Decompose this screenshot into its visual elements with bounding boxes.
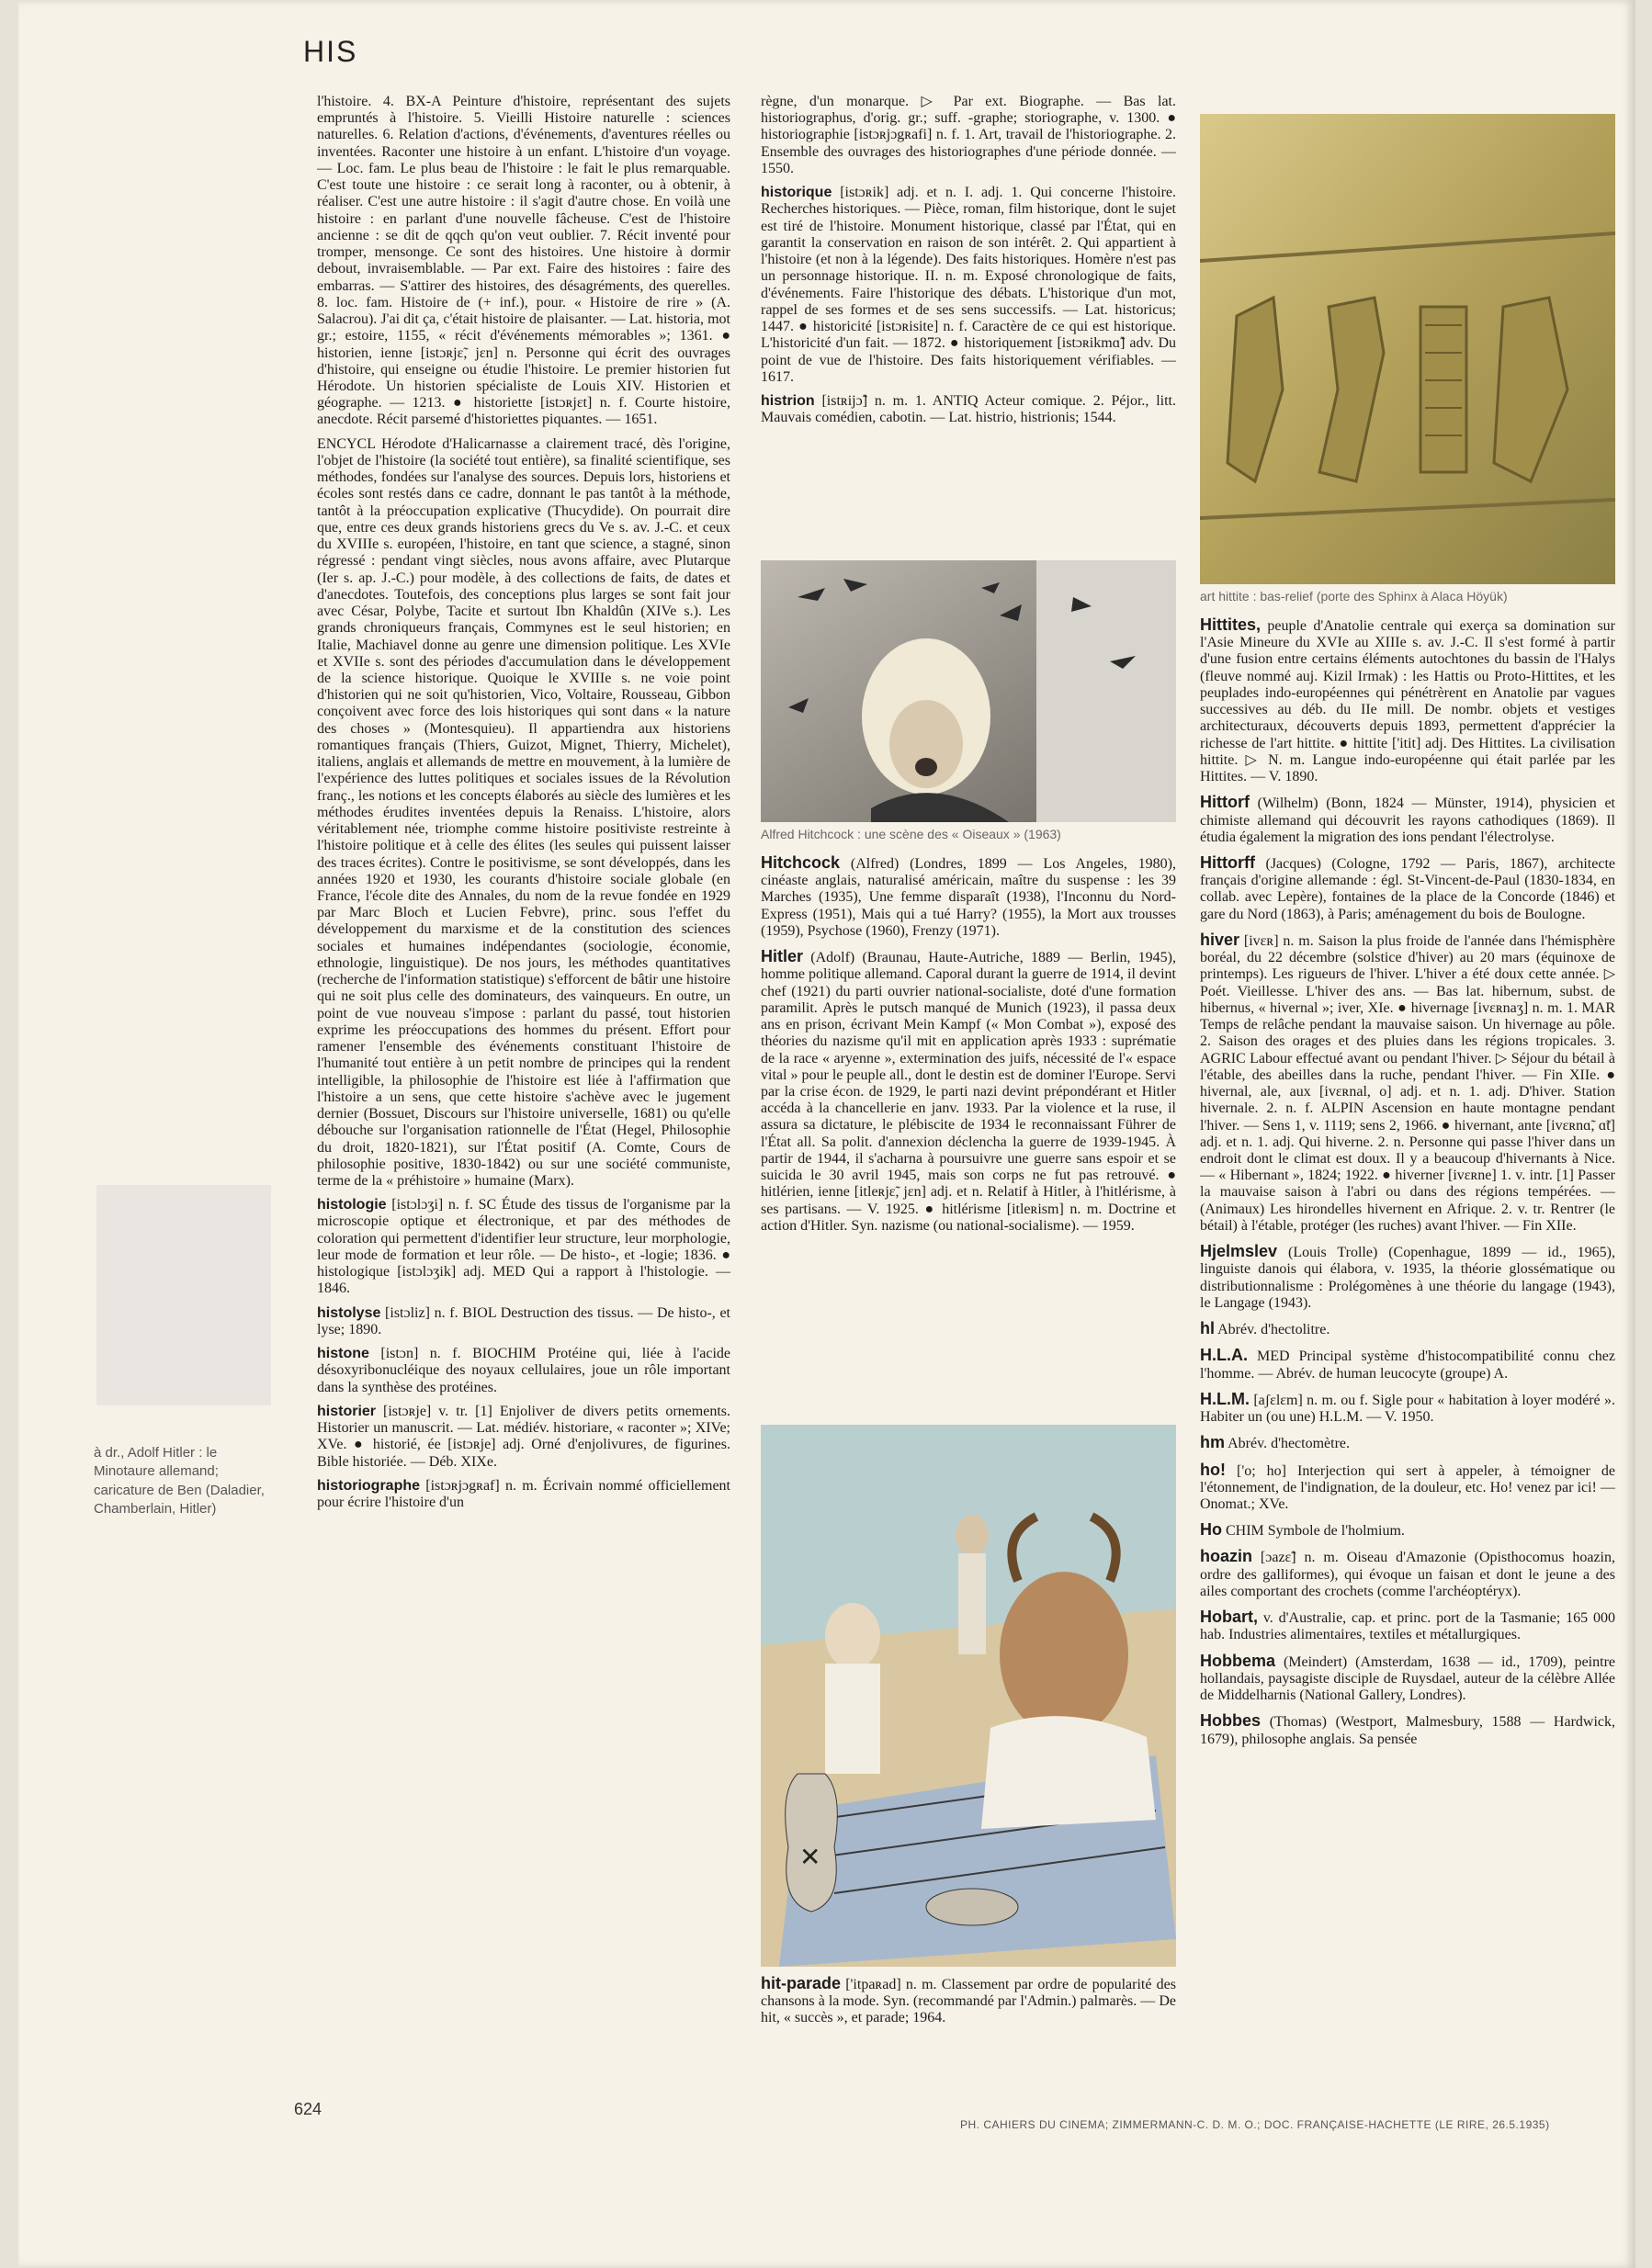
entry-text: (Louis Trolle) (Copenhague, 1899 — id., 1965), linguiste danois qui élabora, v. 1935, la théorie glossématique ou distributionnalisme : Prolégomènes à une théorie du langage (1943), le Langage (1943). <box>1200 1245 1615 1311</box>
photo-credits: PH. CAHIERS DU CINEMA; ZIMMERMANN-C. D. M. O.; DOC. FRANÇAISE-HACHETTE (LE RIRE, 26.5.1935) <box>960 2118 1550 2131</box>
headword: hit-parade <box>761 1973 842 1992</box>
entry <box>317 1305 730 1338</box>
headword: hiver <box>1200 930 1240 949</box>
headword: hoazin <box>1200 1547 1252 1566</box>
hittite-caption: art hittite : bas-relief (porte des Sphinx à Alaca Höyük) <box>1200 589 1508 604</box>
headword: Ho <box>1200 1520 1222 1540</box>
headword: ho! <box>1200 1460 1226 1479</box>
entry <box>317 1346 730 1396</box>
entry <box>1200 1346 1615 1382</box>
entry-text: v. d'Australie, cap. et princ. port de la Tasmanie; 165 000 hab. Industries alimentaires, textiles et métallurgiques. <box>1200 1610 1615 1643</box>
entry <box>1200 1390 1615 1426</box>
headword: historiographe <box>317 1477 421 1494</box>
running-head: HIS <box>303 35 358 68</box>
entry-text: (Wilhelm) (Bonn, 1824 — Münster, 1914), physicien et chimiste allemand qui découvrit les rayons cathodiques (1869). Il étudia également la migration des ions pendant l'électrolyse. <box>1200 795 1615 845</box>
headword: Hitchcock <box>761 852 841 872</box>
entry-text: [istɔlɔʒi] n. f. SC Étude des tissus de l'organisme par la microscopie optique et électronique, et par des méthodes de coloration qui permettent d'identifier leur structure, leur morphologie, leur mode de formation et leur rôle. — De histo-, et -logie; 1836. ● histologique [istɔlɔʒik] adj. MED Qui a rapport à l'histologie. — 1846. <box>317 1197 730 1297</box>
column-2 <box>761 94 1176 2035</box>
entry-text: [ivɛʀ] n. m. Saison la plus froide de l'année dans l'hémisphère boréal, du 22 décembre (solstice d'hiver) au 20 mars (équinoxe de printemps). Les rigueurs de l'hiver. L'hiver a été doux cette année. ▷ Poét. Vieillesse. L'hiver des ans. — Bas lat. hibernum, subst. de hibernus, « hivernal »; iver, XIe. ● hivernage [ivɛʀnaʒ] n. m. 1. MAR Temps de relâche pendant la mauvaise saison. Un hivernage au pôle. 2. Saison des orages et des pluies dans les régions tropicales. 3. AGRIC Labour effectué avant ou pendant l'hiver. ▷ Séjour du bétail à l'étable, des abeilles dans la ruche, pendant l'hiver. — Fin XIIe. ● hivernal, ale, aux [ivɛʀnal, o] adj. et n. 1. adj. D'hiver. Station hivernale. 2. n. f. ALPIN Ascension en haute montagne pendant l'hiver. — Sens 1, v. 1119; sens 2, 1966. ● hivernant, ante [ivɛʀnɑ̃, ɑ̃t] adj. et n. 1. adj. Qui hiverne. 2. n. Personne qui passe l'hiver dans un endroit dont le climat est doux. Il y a beaucoup d'hivernants à Nice. — « Hibernant », 1824; 1922. ● hiverner [ivɛʀne] 1. v. intr. [1] Passer la mauvaise saison à l'abri ou dans des régions tempérées. — (Animaux) Les hirondelles hivernent en Afrique. 2. v. tr. Rentrer (le bétail) à l'étable, protéger (les ruches) avant l'hiver. — Fin XIIe. <box>1200 932 1615 1234</box>
entry <box>317 1404 730 1471</box>
headword: Hjelmslev <box>1200 1242 1278 1261</box>
column-1 <box>317 94 730 2105</box>
entry-text: MED Principal système d'histocompatibilité connu chez l'homme. — Abrév. de human leucocyte (groupe) A. <box>1200 1348 1615 1382</box>
column-3 <box>1200 114 1615 2122</box>
entry-text: [ɔazɛ̃] n. m. Oiseau d'Amazonie (Opisthocomus hoazin, ordre des galliformes), qui évoque un faisan et dont le jeune a des ailes comportant des crochets (comme l'archéoptéryx). <box>1200 1550 1615 1599</box>
hitchcock-caption: Alfred Hitchcock : une scène des « Oiseaux » (1963) <box>761 827 1061 841</box>
hittite-bas-relief-photo <box>1200 114 1615 584</box>
caricature-drawing <box>761 1425 1176 1967</box>
entry <box>1200 1242 1615 1312</box>
headword: hm <box>1200 1433 1225 1452</box>
entry-text: (Jacques) (Cologne, 1792 — Paris, 1867), architecte français d'origine allemande : égl. St-Vincent-de-Paul (1830-1834, en collab. avec Lepère), fontaines de la place de la Concorde (1846) et gare du Nord (1863), à Paris; aménagement du bois de Boulogne. <box>1200 856 1615 922</box>
entry-text: [istɔliz] n. f. BIOL Destruction des tissus. — De histo-, et lyse; 1890. <box>317 1304 730 1337</box>
column-2-mid-text <box>761 853 1176 1417</box>
entry-text: [istʀijɔ̃] n. m. 1. ANTIQ Acteur comique. 2. Péjor., litt. Mauvais comédien, cabotin. — Lat. histrio, histrionis; 1544. <box>761 392 1176 426</box>
entry <box>761 853 1176 940</box>
entry <box>761 393 1176 426</box>
page-number: 624 <box>294 2100 322 2118</box>
bas-relief-illustration <box>1200 114 1615 584</box>
headword: historier <box>317 1403 377 1419</box>
headword: histone <box>317 1346 369 1362</box>
headword: Hobart, <box>1200 1608 1258 1627</box>
entry-text: règne, d'un monarque. ▷ Par ext. Biographe. — Bas lat. historiographus, d'orig. gr.; suff. -graphe; storiographe, v. 1300. ● historiographie [istɔʀjɔgʀafi] n. f. 1. Art, travail de l'historiographe. 2. Ensemble des ouvrages des historiographes d'une période donnée. — 1550. <box>761 94 1176 176</box>
entry <box>1200 1461 1615 1514</box>
headword: historique <box>761 185 832 201</box>
minotaur-caricature-illustration <box>761 1425 1176 1967</box>
entry-text: (Alfred) (Londres, 1899 — Los Angeles, 1980), cinéaste anglais, naturalisé américain, maître du suspense : les 39 Marches (1935), Une femme disparaît (1938), l'Inconnu du Nord-Express (1951), Mais qui a tué Harry? (1955), la Mort aux trousses (1959), Psychose (1960), Frenzy (1971). <box>761 855 1176 939</box>
column-2-top-text <box>761 94 1176 555</box>
entry <box>761 947 1176 1235</box>
entry-text: ['itpaʀad] n. m. Classement par ordre de popularité des chansons à la mode. Syn. (recommandé par l'Admin.) palmarès. — De hit, « succès », et parade; 1964. <box>761 1976 1176 2026</box>
headword: histolyse <box>317 1304 381 1321</box>
headword: Hittorf <box>1200 793 1250 812</box>
hitchcock-birds-photo <box>761 560 1176 822</box>
entry-text: [istɔʀjɔgʀaf] n. m. Écrivain nommé officiellement pour écrire l'histoire d'un <box>317 1477 730 1510</box>
entry-text: ['o; ho] Interjection qui sert à appeler, à témoigner de l'étonnement, de l'indignation, de la douleur, etc. Ho! venez par ici! — Onomat.; XVe. <box>1200 1462 1615 1512</box>
headword: histologie <box>317 1197 387 1213</box>
entry <box>761 185 1176 386</box>
entry-text: peuple d'Anatolie centrale qui exerça sa domination sur l'Asie Mineure du XVIe au XIIIe s. av. J.-C. Il s'est formé à partir d'une fusion entre certains éléments autochtones du bassin de l'Halys (fleuve nommé auj. Kizil Irmak) : les Hattis ou Proto-Hittites, et les peuplades indo-européennes qui pénétrèrent en Anatolie par vagues successives au déb. du IIe mill. De nombr. objets et vestiges architecturaux, découverts depuis 1893, permettent d'apprécier la richesse de l'art hittite. ● hittite ['itit] adj. Des Hittites. La civilisation hittite. ▷ N. m. Langue indo-européenne qui était parlée par les Hittites. — V. 1890. <box>1200 617 1615 785</box>
entry <box>1200 853 1615 923</box>
entry-text: Abrév. d'hectolitre. <box>1215 1322 1330 1338</box>
entry <box>1200 1608 1615 1643</box>
entry-text: [aʃɛlɛm] n. m. ou f. Sigle pour « habitation à loyer modéré ». Habiter un (ou une) H.L.M. — V. 1950. <box>1200 1392 1615 1426</box>
entry <box>1200 615 1615 785</box>
headword: Hittites, <box>1200 615 1262 634</box>
headword: hl <box>1200 1319 1215 1338</box>
entry <box>317 1197 730 1297</box>
entry-text: (Meindert) (Amsterdam, 1638 — id., 1709), peintre hollandais, paysagiste disciple de Ruysdael, auteur de la célèbre Allée de Middelharnis (National Gallery, Londres). <box>1200 1653 1615 1704</box>
headword: Hittorff <box>1200 853 1255 872</box>
headword: H.L.A. <box>1200 1346 1248 1365</box>
entry <box>761 1974 1176 2027</box>
photo-illustration <box>761 560 1176 822</box>
entry <box>317 436 730 1190</box>
entry <box>1200 793 1615 846</box>
svg-text:✕: ✕ <box>799 1841 821 1872</box>
entry <box>1200 1319 1615 1338</box>
entry-text: [istɔn] n. f. BIOCHIM Protéine qui, liée à l'acide désoxyribonucléique des noyaux cellulaires, joue un rôle important dans la synthèse des protéines. <box>317 1346 730 1395</box>
entry <box>1200 1711 1615 1747</box>
entry-text: (Adolf) (Braunau, Haute-Autriche, 1889 — Berlin, 1945), homme politique allemand. Caporal durant la guerre de 1914, il devint chef (1921) du parti ouvrier national-socialiste, doté d'une formation paramilit. Après le putsch manqué de Munich (1923), il passa deux ans en prison, écrivant Mein Kampf (« Mon Combat »), exposé des théories du nazisme qu'il mit en application après 1933 : suprématie de la race « aryenne », extermination des juifs, nécessité de l'« espace vital » pour le peuple all., dont le destin est de dominer l'Europe. Servi par la crise écon. de 1929, le parti nazi devint prépondérant et Hitler accéda à la chancellerie en janv. 1933. Par la violence et la ruse, il assura sa dictature, le plébiscite de 1934 le reconnaissant Führer de l'État all. Sa polit. d'annexion déclencha la guerre de 1939-1945. À partir de 1944, il s'acharna à poursuivre une guerre sans espoir et se suicida le 30 avril 1945, mais son corps ne fut pas retrouvé. ● hitlérien, ienne [itleʀjɛ̃, jɛn] adj. et n. Relatif à Hitler, à l'hitlérisme, à ses partisans. — V. 1925. ● hitlérisme [itleʀism] n. m. Doctrine et action d'Hitler. Syn. nazisme (ou national-socialisme). — 1959. <box>761 950 1176 1234</box>
entry-text: ENCYCL Hérodote d'Halicarnasse a clairement tracé, dès l'origine, l'objet de l'histoire (la société tout entière), sa finalité scientifique, ses méthodes, fondées sur l'analyse des sources. Depuis lors, historiens et écoles sont restés dans ce cadre, donnant le pas tantôt à la méthode, tantôt à la préoccupation explicative (Thucydide). On pourrait dire que, entre ces deux grands historiens grecs du Ve s. av. J.-C. et ceux du XVIIIe s. européen, l'histoire, en tant que science, a stagné, sinon régressé : pendant vingt siècles, nous avons affaire, avec Plutarque (Ier s. ap. J.-C.) pour modèle, à des collections de faits, de dates et d'anecdotes. Toutefois, des conceptions plus larges se sont fait jour avec César, Polybe, Tacite et surtout Ibn Khaldûn (XIVe s.). Les grands chroniqueurs français, Commynes est le seul historien; en Italie, Machiavel donne au genre une dimension politique. Les XVIe et XVIIe s. sont des périodes d'accumulation dans le développement de la science historique. Quoique le XVIIIe s. ne voie point d'historien qui ne soit qu'historien, Vico, Voltaire, Rousseau, Gibbon conçoivent avec force des lois historiques qui sont dans « la nature des choses » (Montesquieu). Il appartiendra aux historiens romantiques français (Thiers, Guizot, Mignet, Thierry, Michelet), italiens, anglais et allemands de mettre en mouvement, à la lumière de l'expérience des luttes politiques et sociales issues de la Révolution franç., les notions et les concepts élaborés au siècle des lumières et les méthodes érudites inventées depuis la Renaiss. L'histoire, alors véritablement née, triomphe comme histoire positiviste restreinte à l'histoire politique et à celle des élites (les seules qui puissent laisser des traces écrites). Contre le positivisme, se sont développés, dans les années 1920 et 1930, les courants d'histoire sociale globale (en France, l'école dite des Annales, du nom de la revue fondée en 1929 par Marc Bloch et Lucien Febvre), princ. sous l'effet du développement du marxisme et de la constitution des sciences sociales et humaines indépendantes (sociologie, économie, ethnologie, linguistique). De nos jours, les méthodes quantitatives (recherche de l'information statistique) s'efforcent de bâtir une histoire qui ne soit plus celle des dominateurs, des vainqueurs. En outre, un point de vue nouveau s'impose : parlant du passé, tout historien exprime les préoccupations des hommes du présent. Effort pour ramener l'ensemble des événements constituant l'histoire de l'humanité tout entière à un petit nombre de principes qui la rendent intelligible, la philosophie de l'histoire est liée à l'affirmation que l'histoire a un sens, que cette histoire s'achève avec le jugement dernier (Bossuet, Discours sur l'histoire universelle, 1681) ou qu'elle débouche sur l'organisation rationnelle de l'État (Hegel, Philosophie du droit, 1820-1821), sur l'État positif (A. Comte, Cours de philosophie positive, 1830-1842) ou sur une société communiste, terme de la « préhistoire » humaine (Marx). <box>317 435 730 1189</box>
side-caption: à dr., Adolf Hitler : le Minotaure allemand; caricature de Ben (Daladier, Chamberlain, Hitler) <box>94 1445 265 1517</box>
entry-text: [istɔʀje] v. tr. [1] Enjoliver de divers petits ornements. Historier un manuscrit. — Lat. médiév. historiare, « raconter »; XIVe; XVe. ● historié, ée [istɔʀje] adj. Orné d'enjolivures, de figurines. Bible historiée. — Déb. XIXe. <box>317 1403 730 1470</box>
column-3-text <box>1200 615 1615 2122</box>
entry-text: [istɔʀik] adj. et n. I. adj. 1. Qui concerne l'histoire. Recherches historiques. — Pièce, roman, film historique, dont le sujet est tiré de l'histoire. Monument historique, classé par l'État, qui en garantit la conservation en raison de son intérêt. 2. Qui appartient à l'histoire (et non à la légende). Des faits historiques. Homère n'est pas un personnage historique. II. n. m. Exposé chronologique de faits, d'événements. Faire l'historique des débats. L'historique d'un mot, rappel de ses formes et de ses sens successifs. — Lat. historicus; 1447. ● historicité [istɔʀisite] n. f. Caractère de ce qui est historique. L'historicité d'un fait. — 1872. ● historiquement [istɔʀikmɑ̃] adv. Du point de vue de l'histoire. Des faits historiquement vérifiables. — 1617. <box>761 185 1176 385</box>
entry <box>1200 931 1615 1235</box>
entry <box>1200 1520 1615 1540</box>
entry-text: l'histoire. 4. BX-A Peinture d'histoire, représentant des sujets empruntés à l'histoire. 5. Vieilli Histoire naturelle : sciences naturelles. 6. Relation d'actions, d'événements, d'aventures réelles ou inventées. Raconter une histoire à un enfant. L'histoire d'un voyage. — Loc. fam. Le plus beau de l'histoire : le fait le plus remarquable. C'est toute une histoire : ce serait long à raconter, ou à obtenir, à réaliser. C'est une autre histoire : il s'agit d'autre chose. En voilà une histoire : en parlant d'une nouvelle fâcheuse. C'est de l'histoire ancienne : se dit de qqch qu'on veut oublier. 7. Récit inventé pour tromper, mensonge. Ce sont des histoires. Une histoire à dormir debout, invraisemblable. — Par ext. Faire des histoires : faire des embarras. — S'attirer des histoires, des désagréments, des querelles. 8. loc. fam. Histoire de (+ inf.), pour. « Histoire de rire » (A. Salacrou). J'ai dit ça, c'était histoire de plaisanter. — Lat. historia, mot gr.; estoire, 1155, « récit d'événements mémorables »; 1361. ● historien, ienne [istɔʀjɛ̃, jɛn] n. Personne qui écrit des ouvrages d'histoire, qui enseigne ou étudie l'histoire. Le premier historien fut Hérodote. Un historien spécialiste de Louis XIV. Historien et géographe. — 1213. ● historiette [istɔʀjɛt] n. f. Courte histoire, anecdote. Récit parsemé d'historiettes piquantes. — 1651. <box>317 94 730 428</box>
entry-text: Abrév. d'hectomètre. <box>1225 1436 1351 1452</box>
dictionary-page <box>18 0 1635 2268</box>
entry <box>1200 1433 1615 1452</box>
entry <box>317 94 730 429</box>
entry <box>1200 1652 1615 1705</box>
headword: histrion <box>761 392 815 409</box>
entry-text: CHIM Symbole de l'holmium. <box>1222 1523 1405 1540</box>
entry <box>317 1478 730 1511</box>
entry <box>761 94 1176 177</box>
headword: Hobbes <box>1200 1711 1262 1731</box>
column-2-bottom-text <box>761 1974 1176 2027</box>
entry <box>1200 1547 1615 1600</box>
entry-text: (Thomas) (Westport, Malmesbury, 1588 — Hardwick, 1679), philosophe anglais. Sa pensée <box>1200 1714 1615 1747</box>
hitler-caricature-image-edge <box>96 1185 271 1405</box>
headword: Hitler <box>761 947 804 966</box>
headword: H.L.M. <box>1200 1389 1250 1408</box>
headword: Hobbema <box>1200 1651 1276 1670</box>
